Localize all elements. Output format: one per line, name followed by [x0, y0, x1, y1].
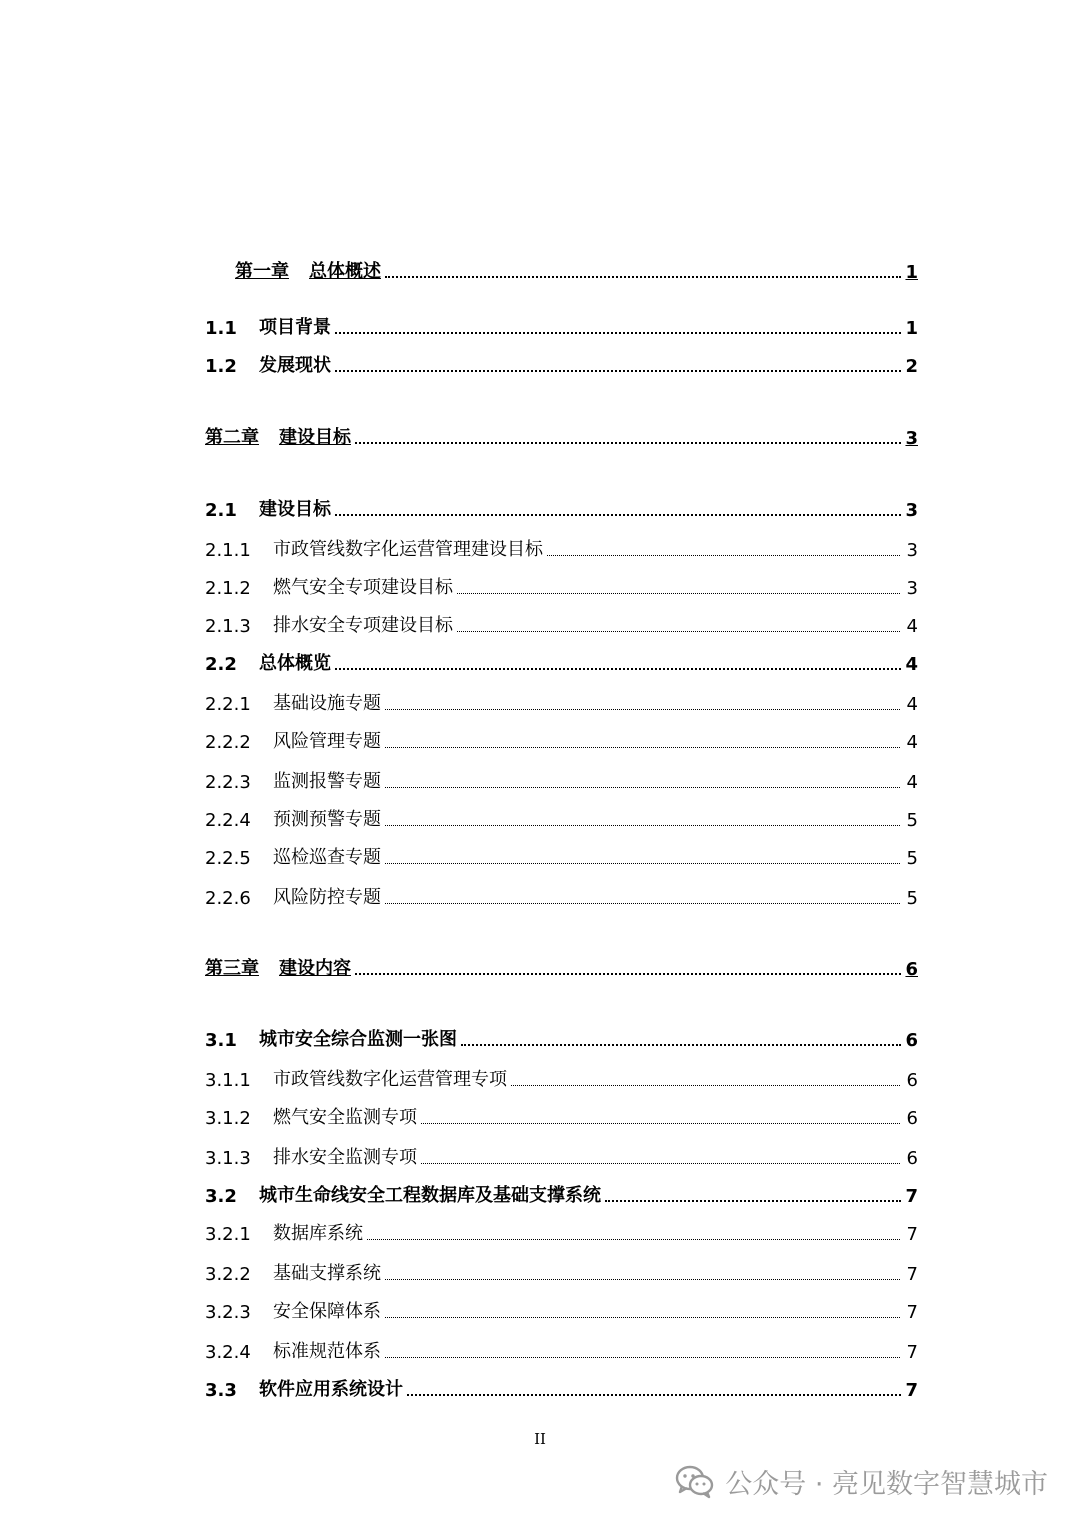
toc-entry-title: 城市安全综合监测一张图	[259, 1029, 457, 1050]
toc-entry-number: 3.2	[205, 1186, 237, 1207]
toc-entry-page: 4	[905, 654, 918, 675]
toc-entry-section[interactable]	[205, 1177, 918, 1207]
toc-entry-page: 5	[906, 888, 918, 909]
toc-entry-number: 2.2.2	[205, 732, 251, 753]
toc-entry-title: 排水安全监测专项	[273, 1147, 417, 1168]
toc-dot-leader	[407, 1394, 901, 1396]
toc-entry-number: 2.2.3	[205, 772, 251, 793]
toc-entry-title: 软件应用系统设计	[259, 1379, 403, 1400]
toc-entry-number: 3.3	[205, 1380, 237, 1401]
toc-entry-title: 预测预警专题	[273, 809, 381, 830]
toc-entry-subsection[interactable]	[205, 723, 918, 753]
toc-entry-title: 建设目标	[279, 427, 351, 448]
toc-entry-title: 基础设施专题	[273, 693, 381, 714]
toc-entry-title: 项目背景	[259, 317, 331, 338]
toc-entry-title: 发展现状	[259, 355, 331, 376]
toc-entry-title: 巡检巡查专题	[273, 847, 381, 868]
toc-entry-page: 7	[905, 1186, 918, 1207]
toc-entry-number: 1.1	[205, 318, 237, 339]
toc-entry-page: 6	[906, 1108, 918, 1129]
toc-entry-title: 市政管线数字化运营管理专项	[273, 1069, 507, 1090]
toc-dot-leader	[547, 555, 900, 556]
toc-dot-leader	[385, 825, 900, 826]
toc-entry-number: 3.1.2	[205, 1108, 251, 1129]
toc-entry-subsection[interactable]	[205, 569, 918, 599]
toc-dot-leader	[605, 1200, 901, 1202]
watermark-text: 公众号 · 亮见数字智慧城市	[725, 1469, 1048, 1500]
toc-entry-title: 安全保障体系	[273, 1301, 381, 1322]
toc-entry-title: 监测报警专题	[273, 771, 381, 792]
toc-entry-number: 3.1.1	[205, 1070, 251, 1091]
toc-dot-leader	[335, 514, 901, 516]
toc-entry-page: 7	[905, 1380, 918, 1401]
toc-entry-subsection[interactable]	[205, 1293, 918, 1323]
toc-entry-number: 第三章	[205, 958, 259, 979]
toc-entry-number: 2.1.2	[205, 578, 251, 599]
toc-entry-page: 4	[906, 772, 918, 793]
toc-dot-leader	[457, 631, 900, 632]
toc-entry-title: 城市生命线安全工程数据库及基础支撑系统	[259, 1185, 601, 1206]
toc-entry-number: 1.2	[205, 356, 237, 377]
toc-entry-subsection[interactable]	[205, 1139, 918, 1169]
toc-dot-leader	[461, 1044, 901, 1046]
toc-entry-page: 6	[906, 1070, 918, 1091]
toc-dot-leader	[355, 973, 901, 975]
toc-entry-subsection[interactable]	[205, 1099, 918, 1129]
toc-dot-leader	[385, 1279, 900, 1280]
toc-entry-subsection[interactable]	[205, 879, 918, 909]
toc-entry-page: 3	[906, 540, 918, 561]
toc-entry-number: 第二章	[205, 427, 259, 448]
toc-entry-number: 2.2.4	[205, 810, 251, 831]
toc-dot-leader	[385, 709, 900, 710]
toc-entry-number: 第一章	[235, 261, 289, 282]
toc-entry-page: 4	[906, 616, 918, 637]
toc-entry-number: 2.1	[205, 500, 237, 521]
toc-entry-title: 标准规范体系	[273, 1341, 381, 1362]
toc-entry-subsection[interactable]	[205, 839, 918, 869]
toc-dot-leader	[335, 332, 901, 334]
toc-entry-subsection[interactable]	[205, 685, 918, 715]
toc-entry-page: 3	[906, 578, 918, 599]
toc-entry-title: 建设内容	[279, 958, 351, 979]
toc-entry-section[interactable]	[205, 645, 918, 675]
toc-entry-page: 7	[906, 1342, 918, 1363]
toc-dot-leader	[367, 1239, 900, 1240]
toc-dot-leader	[421, 1163, 900, 1164]
toc-entry-subsection[interactable]	[205, 607, 918, 637]
toc-entry-subsection[interactable]	[205, 763, 918, 793]
toc-entry-page: 6	[905, 1030, 918, 1051]
toc-entry-title: 燃气安全专项建设目标	[273, 577, 453, 598]
toc-entry-title: 排水安全专项建设目标	[273, 615, 453, 636]
wechat-icon	[675, 1465, 715, 1499]
toc-entry-subsection[interactable]	[205, 1215, 918, 1245]
toc-entry-page: 3	[905, 500, 918, 521]
toc-entry-number: 3.2.4	[205, 1342, 251, 1363]
toc-dot-leader	[457, 593, 900, 594]
toc-entry-title: 建设目标	[259, 499, 331, 520]
toc-entry-section[interactable]	[205, 1371, 918, 1401]
toc-entry-number: 2.1.1	[205, 540, 251, 561]
toc-dot-leader	[385, 1317, 900, 1318]
toc-dot-leader	[335, 370, 901, 372]
toc-entry-page: 1	[905, 262, 918, 283]
toc-entry-title: 总体概述	[309, 261, 381, 282]
toc-entry-title: 市政管线数字化运营管理建设目标	[273, 539, 543, 560]
toc-entry-title: 风险防控专题	[273, 887, 381, 908]
toc-entry-subsection[interactable]	[205, 531, 918, 561]
toc-dot-leader	[385, 903, 900, 904]
toc-entry-section[interactable]	[205, 491, 918, 521]
toc-dot-leader	[385, 863, 900, 864]
toc-entry-page: 4	[906, 694, 918, 715]
toc-entry-page: 6	[905, 959, 918, 980]
toc-entry-chapter[interactable]	[205, 419, 918, 449]
toc-entry-subsection[interactable]	[205, 1333, 918, 1363]
toc-entry-number: 2.2.1	[205, 694, 251, 715]
toc-entry-page: 7	[906, 1264, 918, 1285]
toc-entry-number: 3.1	[205, 1030, 237, 1051]
toc-dot-leader	[385, 1357, 900, 1358]
toc-entry-subsection[interactable]	[205, 801, 918, 831]
toc-entry-page: 3	[905, 428, 918, 449]
toc-entry-page: 6	[906, 1148, 918, 1169]
toc-dot-leader	[385, 747, 900, 748]
toc-entry-number: 3.2.3	[205, 1302, 251, 1323]
toc-entry-number: 2.1.3	[205, 616, 251, 637]
toc-entry-number: 3.2.1	[205, 1224, 251, 1245]
toc-entry-number: 3.2.2	[205, 1264, 251, 1285]
toc-entry-chapter[interactable]	[235, 253, 918, 283]
toc-entry-page: 7	[906, 1302, 918, 1323]
toc-dot-leader	[385, 276, 901, 278]
toc-entry-page: 7	[906, 1224, 918, 1245]
toc-entry-number: 2.2.5	[205, 848, 251, 869]
toc-entry-number: 2.2	[205, 654, 237, 675]
toc-entry-section[interactable]	[205, 347, 918, 377]
toc-entry-title: 总体概览	[259, 653, 331, 674]
toc-dot-leader	[335, 668, 901, 670]
toc-entry-page: 4	[906, 732, 918, 753]
toc-entry-title: 基础支撑系统	[273, 1263, 381, 1284]
toc-entry-page: 5	[906, 848, 918, 869]
toc-dot-leader	[511, 1085, 900, 1086]
toc-entry-title: 燃气安全监测专项	[273, 1107, 417, 1128]
toc-entry-title: 数据库系统	[273, 1223, 363, 1244]
toc-entry-subsection[interactable]	[205, 1255, 918, 1285]
toc-dot-leader	[355, 442, 901, 444]
toc-dot-leader	[421, 1123, 900, 1124]
toc-entry-subsection[interactable]	[205, 1061, 918, 1091]
toc-entry-page: 2	[905, 356, 918, 377]
toc-entry-page: 1	[905, 318, 918, 339]
toc-dot-leader	[385, 787, 900, 788]
toc-entry-chapter[interactable]	[205, 950, 918, 980]
toc-entry-page: 5	[906, 810, 918, 831]
watermark	[675, 1462, 1048, 1501]
page-number: II	[534, 1430, 546, 1448]
toc-entry-title: 风险管理专题	[273, 731, 381, 752]
toc-entry-number: 2.2.6	[205, 888, 251, 909]
toc-entry-section[interactable]	[205, 309, 918, 339]
toc-entry-number: 3.1.3	[205, 1148, 251, 1169]
toc-entry-section[interactable]	[205, 1021, 918, 1051]
